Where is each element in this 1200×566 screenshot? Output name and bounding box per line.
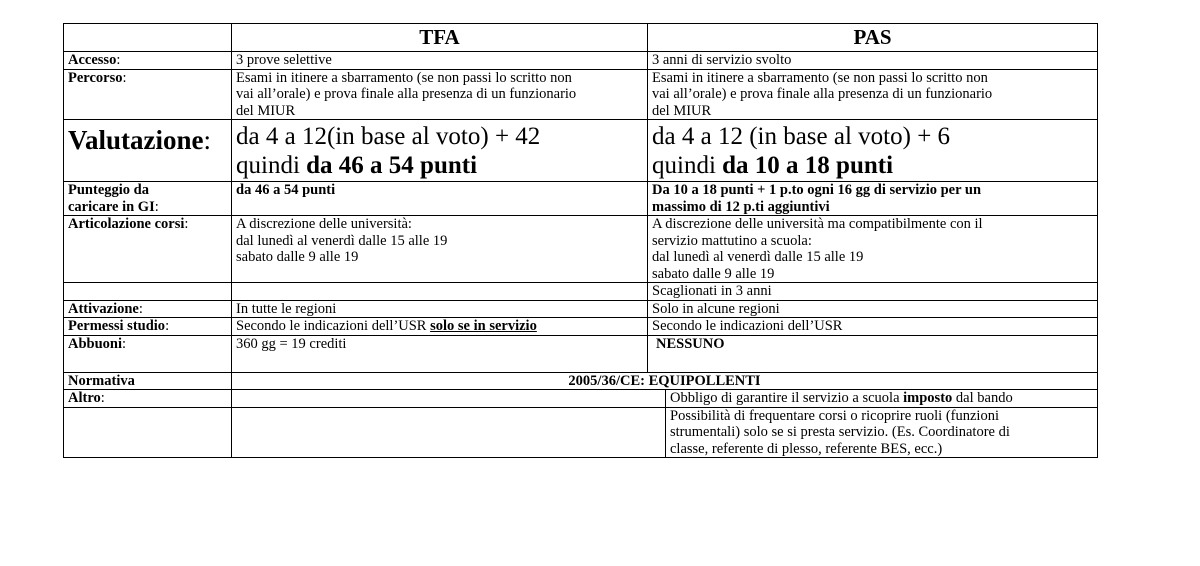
cell-normativa-merged: 2005/36/CE: EQUIPOLLENTI	[232, 372, 1098, 390]
row-label-attivazione: Attivazione:	[64, 300, 232, 318]
row-attivazione	[64, 300, 1098, 318]
cell-tfa-valutazione: da 4 a 12(in base al voto) + 42 quindi da 46 a 54 punti	[232, 120, 648, 182]
row-abbuoni	[64, 335, 1098, 372]
row-permessi	[64, 318, 1098, 336]
row-altro-2	[64, 407, 1098, 458]
row-label-punteggio: Punteggio da caricare in GI:	[64, 182, 232, 216]
cell-pas-abbuoni: NESSUNO	[648, 335, 1098, 372]
cell-tfa-empty	[232, 283, 648, 301]
row-percorso	[64, 69, 1098, 120]
cell-pas-possibilita: Possibilità di frequentare corsi o ricoprire ruoli (funzioni strumentali) solo se si presta servizio. (Es. Coordinatore di classe, referente di plesso, referente BES, ecc.)	[666, 407, 1098, 458]
cell-tfa-punteggio: da 46 a 54 punti	[232, 182, 648, 216]
cell-tfa-permessi: Secondo le indicazioni dell’USR solo se in servizio	[232, 318, 648, 336]
row-normativa	[64, 372, 1098, 390]
row-punteggio	[64, 182, 1098, 216]
row-label-accesso: Accesso:	[64, 52, 232, 70]
cell-pas-attivazione: Solo in alcune regioni	[648, 300, 1098, 318]
row-accesso	[64, 52, 1098, 70]
cell-pas-percorso: Esami in itinere a sbarramento (se non passi lo scritto non vai all’orale) e prova finale alla presenza di un funzionario del MIUR	[648, 69, 1098, 120]
header-tfa: TFA	[232, 24, 648, 52]
cell-pas-articolazione: A discrezione delle università ma compatibilmente con il servizio mattutino a scuola: dal lunedì al venerdì dalle 15 alle 19 sabato dalle 9 alle 19	[648, 216, 1098, 283]
cell-tfa-abbuoni: 360 gg = 19 crediti	[232, 335, 648, 372]
row-label-articolazione: Articolazione corsi:	[64, 216, 232, 283]
row-label-permessi: Permessi studio:	[64, 318, 232, 336]
row-label-normativa: Normativa	[64, 372, 232, 390]
row-scaglionati	[64, 283, 1098, 301]
cell-pas-punteggio: Da 10 a 18 punti + 1 p.to ogni 16 gg di servizio per un massimo di 12 p.ti aggiuntivi	[648, 182, 1098, 216]
cell-tfa-percorso: Esami in itinere a sbarramento (se non passi lo scritto non vai all’orale) e prova finale alla presenza di un funzionario del MIUR	[232, 69, 648, 120]
row-articolazione	[64, 216, 1098, 283]
cell-tfa-articolazione: A discrezione delle università: dal lunedì al venerdì dalle 15 alle 19 sabato dalle 9 alle 19	[232, 216, 648, 283]
cell-pas-valutazione: da 4 a 12 (in base al voto) + 6 quindi da 10 a 18 punti	[648, 120, 1098, 182]
cell-pas-altro: Obbligo di garantire il servizio a scuola imposto dal bando	[666, 390, 1098, 408]
row-label-empty-2	[64, 407, 232, 458]
header-pas: PAS	[648, 24, 1098, 52]
cell-pas-scaglionati: Scaglionati in 3 anni	[648, 283, 1098, 301]
cell-pas-permessi: Secondo le indicazioni dell’USR	[648, 318, 1098, 336]
row-altro	[64, 390, 1098, 408]
row-label-valutazione: Valutazione:	[64, 120, 232, 182]
cell-pas-accesso: 3 anni di servizio svolto	[648, 52, 1098, 70]
cell-tfa-altro	[232, 390, 666, 408]
row-label-abbuoni: Abbuoni:	[64, 335, 232, 372]
cell-tfa-attivazione: In tutte le regioni	[232, 300, 648, 318]
row-valutazione	[64, 120, 1098, 182]
row-label-percorso: Percorso:	[64, 69, 232, 120]
row-label-altro: Altro:	[64, 390, 232, 408]
table-header-row	[64, 24, 1098, 52]
cell-tfa-accesso: 3 prove selettive	[232, 52, 648, 70]
row-label-empty	[64, 283, 232, 301]
header-empty-cell	[64, 24, 232, 52]
comparison-table	[63, 23, 1098, 458]
cell-tfa-empty-2	[232, 407, 666, 458]
